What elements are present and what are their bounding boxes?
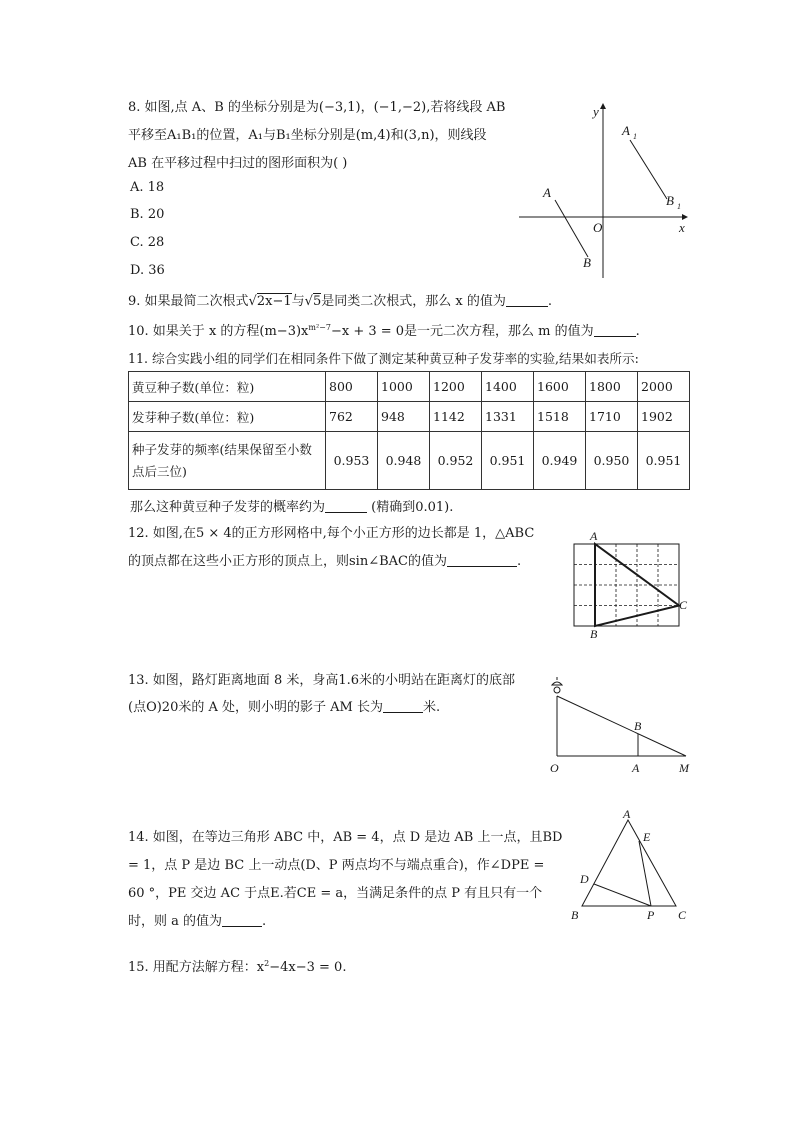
- q15-line: [128, 956, 346, 975]
- label-y: y: [593, 104, 599, 119]
- table-cell: 0.950: [586, 432, 638, 490]
- label-o: O: [550, 761, 559, 775]
- lamp-icon: [552, 677, 562, 693]
- table-row: [129, 372, 690, 402]
- label-b: B: [583, 255, 591, 270]
- answer-blank[interactable]: [325, 500, 367, 513]
- label-a: A: [590, 529, 598, 543]
- q10-exponent: m²−7: [308, 323, 331, 332]
- table-cell: 1331: [482, 402, 534, 432]
- table-cell: 1518: [534, 402, 586, 432]
- label-a1-sub: 1: [633, 132, 637, 141]
- table-row: [129, 432, 690, 490]
- table-cell: 800: [326, 372, 378, 402]
- table-cell: 1142: [430, 402, 482, 432]
- q14-line4-prefix: 时，则 a 的值为: [128, 914, 223, 929]
- q12-line2-text: 的顶点都在这些小正方形的顶点上，则sin∠BAC的值为: [128, 554, 447, 569]
- table-row-header: 发芽种子数(单位：粒): [129, 402, 326, 432]
- label-e: E: [643, 830, 651, 844]
- q15-exponent: 2: [264, 959, 270, 968]
- table-cell: 0.948: [378, 432, 430, 490]
- q8-coordinate-figure: [515, 100, 695, 285]
- q13-line2-prefix: (点O)20米的 A 处，则小明的影子 AM 长为: [128, 700, 383, 715]
- q14-line2: = 1，点 P 是边 BC 上一动点(D、P 两点均不与端点重合)，作∠DPE =: [128, 858, 545, 873]
- sqrt-sign: √: [304, 294, 313, 309]
- q11-after-prefix: 那么这种黄豆种子发芽的概率约为: [130, 500, 326, 515]
- table-cell: 0.949: [534, 432, 586, 490]
- answer-blank[interactable]: [447, 554, 517, 567]
- q10-prefix: 10. 如果关于 x 的方程(m−3)x: [128, 324, 309, 339]
- q14-triangle-figure: [566, 806, 696, 924]
- q13-line1: 13. 如图，路灯距离地面 8 米，身高1.6米的小明站在距离灯的底部: [128, 673, 516, 688]
- table-cell: 762: [326, 402, 378, 432]
- q9-radicand-1: 2x−1: [256, 294, 292, 309]
- q10-end: .: [635, 324, 640, 339]
- table-cell: 1800: [586, 372, 638, 402]
- q15-prefix: 15. 用配方法解方程：x: [128, 960, 265, 975]
- table-row-header: 种子发芽的频率(结果保留至小数点后三位): [129, 432, 326, 490]
- q13-streetlight-figure: [540, 674, 700, 779]
- table-cell: 0.953: [326, 432, 378, 490]
- q9-end: .: [547, 294, 552, 309]
- q11-after-suffix: (精确到0.01).: [367, 500, 454, 515]
- q8-line2: 平移至A₁B₁的位置，A₁与B₁坐标分别是(m,4)和(3,n)，则线段: [128, 128, 487, 143]
- table-cell: 1902: [638, 402, 690, 432]
- label-a: A: [632, 761, 640, 775]
- label-m: M: [679, 761, 689, 775]
- answer-blank[interactable]: [506, 294, 548, 307]
- table-cell: 1000: [378, 372, 430, 402]
- table-cell: 0.952: [430, 432, 482, 490]
- answer-blank[interactable]: [594, 324, 636, 337]
- table-cell: 1600: [534, 372, 586, 402]
- table-cell: 0.951: [638, 432, 690, 490]
- label-d: D: [580, 872, 589, 886]
- table-cell: 1200: [430, 372, 482, 402]
- q8-line3: AB 在平移过程中扫过的图形面积为( ): [128, 156, 348, 171]
- label-x: x: [679, 220, 685, 235]
- label-a: A: [543, 185, 551, 200]
- q14-line1: 14. 如图，在等边三角形 ABC 中，AB = 4，点 D 是边 AB 上一点，且BD: [128, 830, 563, 845]
- q8-option-d: D. 36: [130, 263, 165, 278]
- germination-table: [128, 371, 690, 490]
- q12-line1: 12. 如图,在5 × 4的正方形网格中,每个小正方形的边长都是 1，△ABC: [128, 526, 535, 541]
- light-ray: [557, 696, 686, 756]
- segment-dp: [594, 884, 651, 906]
- triangle-abc: [582, 820, 676, 906]
- q8-option-a: A. 18: [130, 180, 165, 195]
- q10-line: [128, 320, 640, 339]
- q11-line1: 11. 综合实践小组的同学们在相同条件下做了测定某种黄豆种子发芽率的实验,结果如表所示:: [128, 351, 639, 366]
- q10-suffix: −x + 3 = 0是一元二次方程，那么 m 的值为: [330, 324, 594, 339]
- q9-prefix: 9. 如果最简二次根式: [128, 294, 249, 309]
- label-b: B: [634, 719, 642, 733]
- q13-line2-suffix: 米.: [422, 700, 441, 715]
- answer-blank[interactable]: [383, 700, 423, 713]
- label-c: C: [678, 908, 687, 922]
- q9-mid: 与: [291, 294, 305, 309]
- label-b: B: [571, 908, 579, 922]
- table-cell: 0.951: [482, 432, 534, 490]
- q15-suffix: −4x−3 = 0.: [269, 960, 347, 975]
- q14-end: .: [262, 914, 267, 929]
- segment-a1b1: [630, 140, 667, 199]
- q12-end: .: [516, 554, 522, 569]
- table-cell: 2000: [638, 372, 690, 402]
- q9-line: [128, 290, 552, 309]
- table-cell: 1400: [482, 372, 534, 402]
- q12-grid-figure: [566, 528, 696, 643]
- label-p: P: [647, 908, 655, 922]
- q14-line3: 60 °，PE 交边 AC 于点E.若CE = a，当满足条件的点 P 有且只有一个: [128, 886, 543, 901]
- q8-option-b: B. 20: [130, 207, 165, 222]
- table-row-header: 黄豆种子数(单位：粒): [129, 372, 326, 402]
- answer-blank[interactable]: [222, 914, 262, 927]
- label-a1: A: [622, 123, 630, 138]
- label-b: B: [590, 627, 598, 641]
- q13-line2: [128, 696, 440, 715]
- q8-option-c: C. 28: [130, 235, 165, 250]
- q12-line2: [128, 550, 521, 569]
- table-row: [129, 402, 690, 432]
- label-a: A: [623, 807, 631, 821]
- label-b1: B: [666, 193, 674, 208]
- label-b1-sub: 1: [677, 202, 681, 211]
- table-cell: 948: [378, 402, 430, 432]
- table-cell: 1710: [586, 402, 638, 432]
- label-c: C: [679, 598, 688, 612]
- q14-line4: [128, 910, 266, 929]
- sqrt-sign: √: [248, 294, 257, 309]
- label-o: O: [593, 220, 603, 235]
- segment-ab: [555, 200, 588, 257]
- q11-after: [130, 496, 453, 515]
- q9-suffix: 是同类二次根式，那么 x 的值为: [321, 294, 506, 309]
- q8-line1: 8. 如图,点 A、B 的坐标分别是为(−3,1)，(−1,−2),若将线段 AB: [128, 100, 506, 115]
- q9-radicand-2: 5: [312, 294, 322, 309]
